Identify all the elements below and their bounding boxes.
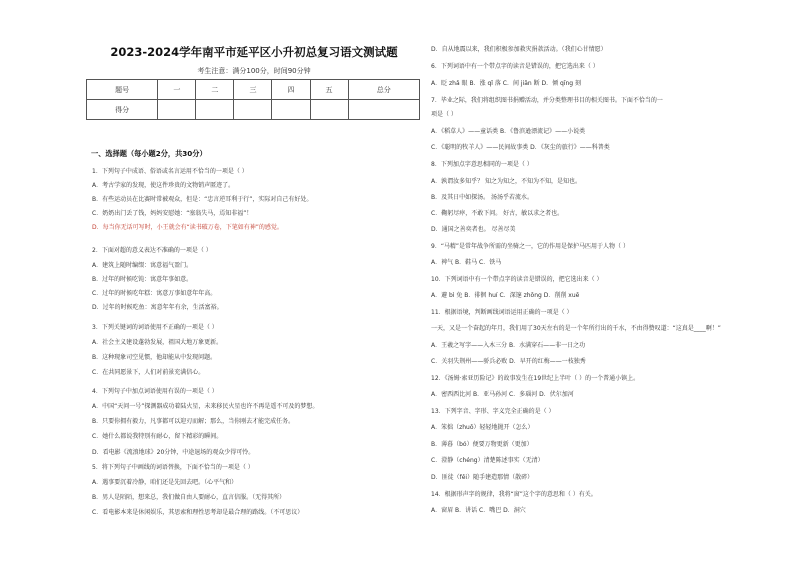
question-line: A．孰谓汝多知乎？ 知之为知之，不知为不知，是知也。 [431, 178, 582, 185]
question-line: 12．《汤姆·索亚历险记》的故事发生在19世纪上半叶（ ）的一个普通小镇上。 [431, 375, 640, 382]
question-line: 14．根据形声字的规律，我将“窗”这个字的意思和（ ）有关。 [431, 491, 597, 498]
question-line: C．澄静（chéng）清楚陈述事实（无清） [431, 457, 544, 464]
question-line: D．看电影《流浪地球》20分钟，中途退场的观众少得可怜。 [92, 449, 255, 456]
question-line: 10．下列词语中有一个带点字的读音是错误的，把它选出来（ ） [431, 276, 603, 283]
question-line: B．这种现象司空见惯，他却能从中发现问题。 [92, 354, 217, 361]
question-line: D．匪徒（fěi）随手建造那情（散碎） [431, 474, 534, 481]
score-header-cell: 题号 [87, 80, 158, 100]
question-line: B．薄暮（bó）便要万物更新（更加） [431, 441, 533, 448]
question-line: 6．下列词语中有一个带点字的读音是错误的，把它选出来（ ） [431, 63, 599, 70]
question-line: 1．下列句子中成语、俗语或名言运用不恰当的一项是（ ） [92, 168, 248, 175]
question-line: A．笨拙（zhuō）轻轻地抛开（怎么） [431, 424, 534, 431]
question-line: 13．下列字音、字形、字义完全正确的是（ ） [431, 408, 555, 415]
question-line: A．密西西比河 B．亚马孙河 C．多瑙河 D．伏尔加河 [431, 391, 574, 398]
score-cell [348, 100, 419, 120]
question-line: 4．下列句子中加点词语使用有误的一项是（ ） [92, 388, 218, 395]
score-table [86, 79, 420, 120]
question-line: 2．下面对超的意义表达不准确的一项是（ ） [92, 247, 212, 254]
score-row-label: 得分 [87, 100, 158, 120]
question-line: A．建筑上随时编缀：寓意福气盈门。 [92, 262, 193, 269]
question-line: 7．毕业之际，我们将组织图书捐赠活动，并分类整理书目的相关图书。下面不恰当的一 [431, 97, 663, 104]
question-line: A．避 bì 免 B．徘徊 huí C．深邃 zhōng D．削削 xuē [431, 292, 580, 299]
score-cell [196, 100, 234, 120]
question-line: B．男人是陌陌，想来总，我们做自由人要耐心，直言信服。（无得其所） [92, 494, 286, 501]
question-line: D．自从地震以来，我们积极参加救灾捐款活动。（我们心甘情愿） [431, 46, 607, 53]
question-line: 一天，又是一个奋起的年月，我们用了30天左右的是一个年所行出的千水，不由得赞叹道：“这真是____啊！” [431, 325, 721, 332]
question-line: 项是（ ） [431, 111, 457, 118]
score-header-cell: 二 [196, 80, 234, 100]
question-line: C．奶奶出门丢了钱，妈妈安慰她：“塞翁失马，焉知非福”！ [92, 210, 253, 217]
page-title: 2023-2024学年南平市延平区小升初总复习语文测试题 [110, 45, 398, 59]
score-cell [158, 100, 196, 120]
question-line: C．关羽失荆州——骄兵必败 D．早开的红梅——一枝独秀 [431, 358, 586, 365]
question-line: D．通国之善奕者也。 尽善尽美 [431, 226, 516, 233]
question-line: B．只要你拥有毅力，凡事都可以迎刃而解；那么，当你刚去才能完成任务。 [92, 418, 295, 425]
question-line: A．考古学家的发现，使这件珍贵的文物销声匿迹了。 [92, 182, 235, 189]
score-header-cell: 总分 [348, 80, 419, 100]
question-line: D．过年的时候吃鱼：寓意年年有余，生活富裕。 [92, 304, 223, 311]
question-line: 8．下列加点字意思相同的一项是（ ） [431, 161, 533, 168]
score-header-cell: 一 [158, 80, 196, 100]
score-header-cell: 四 [272, 80, 310, 100]
score-cell [310, 100, 348, 120]
score-header-row [87, 80, 420, 100]
question-line: 3．下列关键词的词语使用不正确的一项是（ ） [92, 324, 218, 331]
question-line: A．裨气 B．鞋马 C．铁马 [431, 259, 502, 266]
question-line: A．遇事要沉着冷静，咱们还是先回去吧。（心平气和） [92, 479, 238, 486]
question-line: C．她什么都说我特别有耐心，留下精彩的瞬间。 [92, 433, 223, 440]
question-line: A．中国“天问一号”探测器成功着陆火星，未来移民火星也许不再是遥不可及的梦想。 [92, 403, 319, 410]
question-line: C．看电影本来是休闲娱乐，其思索和理性思考却是最合理的路线。（不可思议） [92, 509, 304, 516]
question-line: B．及其日中如探汤。 汤汤乎若流水。 [431, 194, 534, 201]
question-line: C．在共同愿景下，人们对前景充满信心。 [92, 369, 205, 376]
question-line: C．过年的时候吃年糕：寓意万事如意年年高。 [92, 290, 217, 297]
question-line: 5．将下列句子中画线的词语替换，下面不恰当的一项是（ ） [92, 464, 254, 471]
exam-note: 考生注意：满分100分，时间90分钟 [197, 67, 311, 75]
question-line: C．《聪明的牧羊人》——民间故事类 D．《灰尘的旅行》——科普类 [431, 144, 610, 151]
question-line: A．窗眉 B．讲话 C．嘴巴 D．洞穴 [431, 507, 526, 514]
question-line: A．《稻草人》——童话类 B．《鲁滨逊漂流记》——小说类 [431, 128, 586, 135]
question-line: A．眨 zhǎ 眼 B．涨 qǐ 落 C．间 jiān 断 D．倾 qīng 刻 [431, 80, 582, 87]
question-line: 11．根据语境，判断画线词语运用正确的一项是（ ） [431, 309, 573, 316]
score-cell [272, 100, 310, 120]
question-line: B．有些运动员在比赛时常被观众，但是：“忠言逆耳利于行”，实际对自己有好处。 [92, 196, 313, 203]
section-heading: 一、选择题（每小题2分，共30分） [91, 149, 207, 158]
question-line: 9．“马精”是常年战争所需的坐骑之一，它的作用是保护马匹用于人物（ ） [431, 243, 629, 250]
question-line: A．社会主义建设蓬勃发展，祖国大地万象更新。 [92, 339, 223, 346]
score-header-cell: 三 [234, 80, 272, 100]
question-line: D．每当你无话可写时，小王就会有“读书破万卷，下笔如有神”的感觉。 [92, 224, 283, 231]
score-cell [234, 100, 272, 120]
question-line: C．鞠躬尽瘁，不敢下问。 好古，敏以求之者也。 [431, 210, 564, 217]
score-row [87, 100, 420, 120]
question-line: B．过年的时候吃饨：寓意年事如意。 [92, 276, 193, 283]
score-header-cell: 五 [310, 80, 348, 100]
question-line: A．王羲之写字——入木三分 B．水满穿石——非一日之功 [431, 342, 586, 349]
